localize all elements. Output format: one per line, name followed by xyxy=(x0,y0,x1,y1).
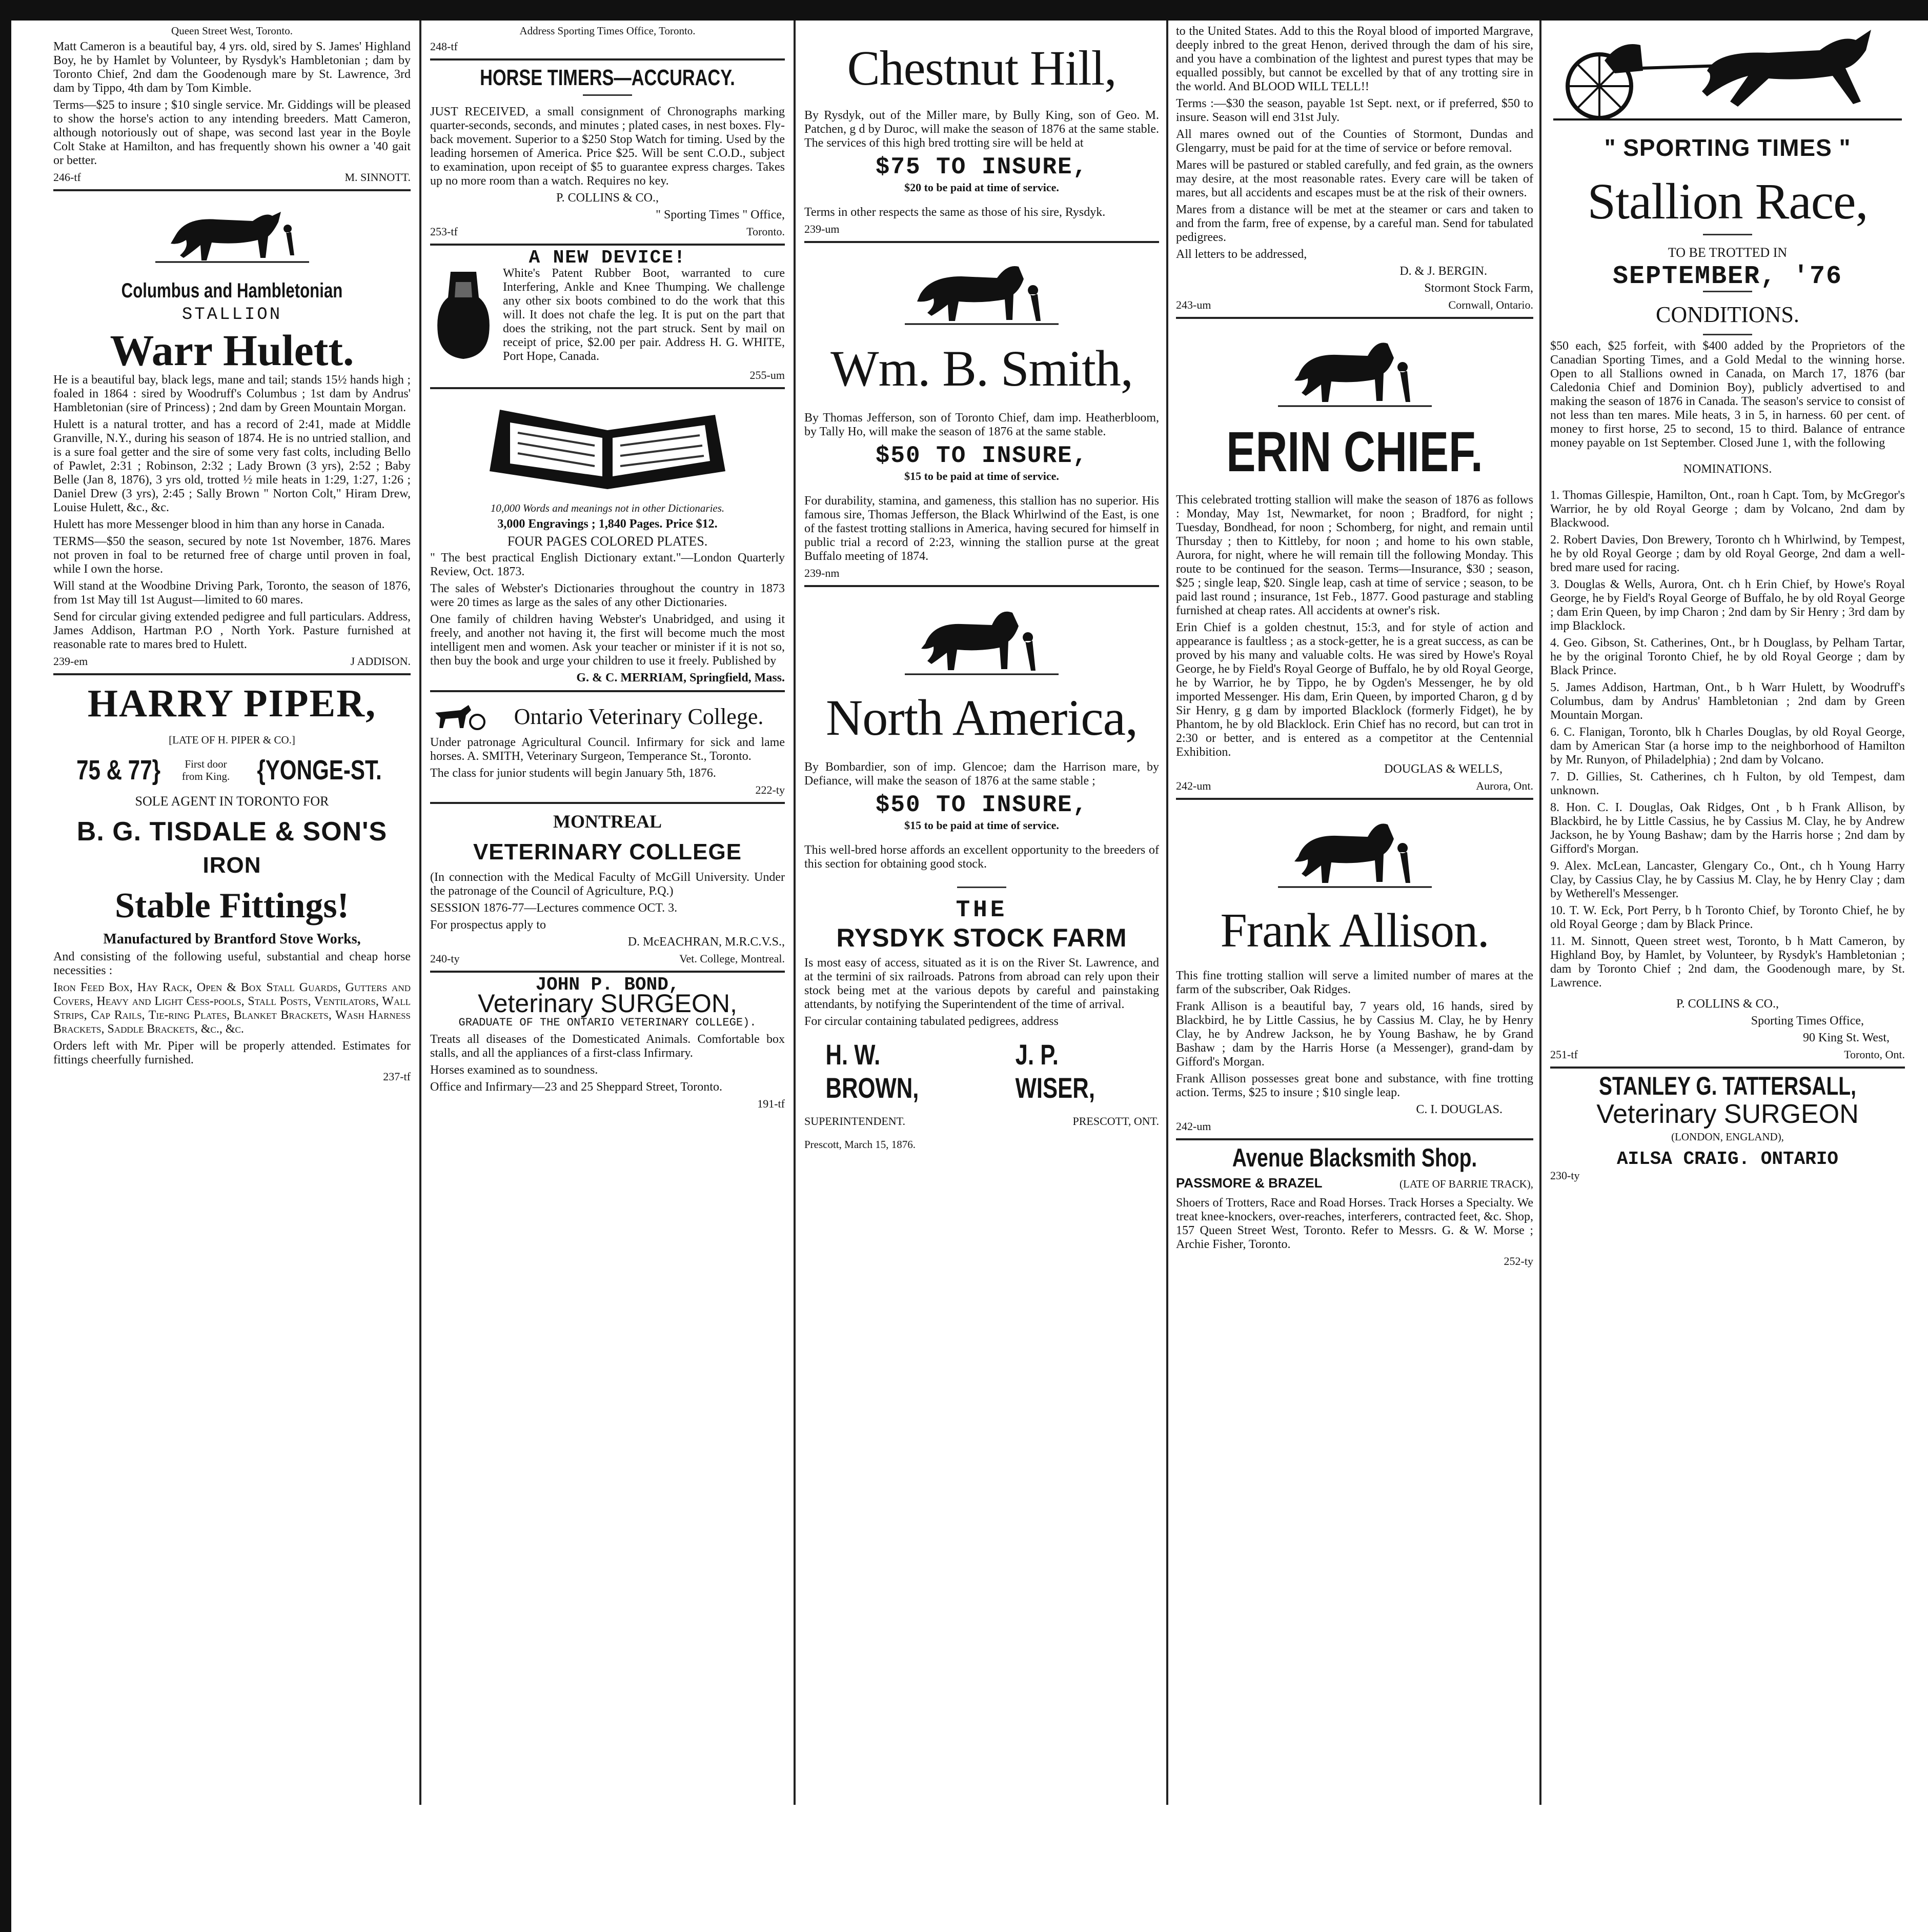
ad-title: HORSE TIMERS—ACCURACY. xyxy=(480,65,735,90)
horse-name: Chestnut Hill, xyxy=(847,41,1117,95)
avenue-blacksmith-ad xyxy=(1176,1145,1533,1268)
ad-subtitle: SOLE AGENT IN TORONTO FOR xyxy=(135,794,329,809)
ad-body: He is a beautiful bay, black legs, mane and tail; stands 15½ hands high ; foaled in 1864 : sired by Woodruff's Columbus ; 1st dam by Andrus' Hambletonian (sire of Princess) ; 2nd dam by Green Mountain Morgan. xyxy=(53,373,411,414)
horse-cart-icon xyxy=(430,697,486,736)
matt-cameron-ad xyxy=(53,25,411,184)
warr-hulett-ad xyxy=(53,196,411,668)
new-device-ad xyxy=(430,247,785,382)
ad-subtitle: Veterinary SURGEON, xyxy=(478,989,737,1018)
ad-body: Terms :—$30 the season, payable 1st Sept. next, or if preferred, $50 to insure. Season will end 31st July. xyxy=(1176,97,1533,124)
ad-body: " The best practical English Dictionary extant."—London Quarterly Review, Oct. 1873. xyxy=(430,551,785,578)
divider xyxy=(430,802,785,804)
divider xyxy=(1703,334,1753,335)
superintendent-name: H. W. BROWN, xyxy=(825,1038,919,1104)
ad-title: Avenue Blacksmith Shop. xyxy=(1232,1143,1477,1172)
ad-body: All mares owned out of the Counties of Stormont, Dundas and Glengarry, must be paid for at the time of service or before removal. xyxy=(1176,128,1533,155)
ad-body: to the United States. Add to this the Royal blood of imported Margrave, deeply inbred to the great Henon, derived through the dam of his sire, and you have a combination of the lightest and purest types that may be equalled possibly, but cannot be excelled by that of any trotting sire in the world. And BLOOD WILL TELL!! xyxy=(1176,25,1533,93)
ad-body: Mares will be pastured or stabled carefully, and fed grain, as the owners may desire, at the most reasonable rates. Every care will be taken of mares, but all accidents and escapes must be at the risk of their owners. xyxy=(1176,158,1533,199)
ad-title: Stable Fittings! xyxy=(115,886,349,925)
divider xyxy=(430,690,785,692)
ad-reference: 248-tf xyxy=(430,40,458,53)
ad-body: For durability, stamina, and gameness, this stallion has no superior. His famous sire, Thomas Jefferson, the Black Whirlwind of the East, is one of the fastest trotting stallions in America, having secured for himself in public trial a record of 2:23, winning the stallion purse at the great Buffalo meeting of 1874. xyxy=(804,494,1159,563)
ad-reference: 239-em xyxy=(53,655,88,668)
firm-name: PASSMORE & BRAZEL xyxy=(1176,1175,1323,1191)
ad-body: For prospectus apply to xyxy=(430,918,546,932)
chestnut-hill-ad xyxy=(804,40,1159,236)
column-rule xyxy=(794,21,796,1805)
ad-reference: 242-um xyxy=(1176,779,1211,792)
ad-body: Iron Feed Box, Hay Rack, Open & Box Stall Guards, Gutters and Covers, Heavy and Light Cess-pools, Stall Posts, Ventilators, Wall Strips, Cap Rails, Tie-ring Plates, Blanket Brackets, Wash Harness Brackets, Saddle Brackets, &c., &c. xyxy=(53,981,411,1036)
horse-woodcut-icon xyxy=(1176,324,1533,416)
divider xyxy=(53,673,411,675)
nomination-item: 7. D. Gillies, St. Catherines, ch h Fulton, by old Tempest, dam unknown. xyxy=(1550,770,1905,797)
ad-body: 10,000 Words and meanings not in other Dictionaries. xyxy=(490,502,725,514)
ad-subtitle: CONDITIONS. xyxy=(1656,302,1799,327)
divider xyxy=(957,887,1007,888)
ad-body: Mares from a distance will be met at the steamer or cars and taken to and from the farm, free of expense, by a careful man. Send for tabulated pedigrees. xyxy=(1176,203,1533,244)
ad-title: MONTREAL xyxy=(553,811,662,832)
ad-signature: Stormont Stock Farm, xyxy=(1424,281,1533,295)
ad-title: Ontario Veterinary College. xyxy=(514,703,764,729)
ad-body: Orders left with Mr. Piper will be properly attended. Estimates for fittings cheerfully furnished. xyxy=(53,1039,411,1066)
ad-body: All letters to be addressed, xyxy=(1176,248,1307,261)
ad-signature: P. COLLINS & CO., xyxy=(556,191,659,205)
ad-body: The sales of Webster's Dictionaries throughout the country in 1873 were 20 times as large as the sales of any other Dictionaries. xyxy=(430,582,785,609)
insure-price: $50 TO INSURE, xyxy=(875,792,1088,818)
divider xyxy=(430,387,785,389)
ad-body: By Thomas Jefferson, son of Toronto Chief, dam imp. Heatherbloom, by Tally Ho, will make the season of 1876 at the same stable. xyxy=(804,411,1159,438)
horse-woodcut-icon xyxy=(53,196,411,273)
ad-signature: M. SINNOTT. xyxy=(344,171,411,184)
ad-reference: 255-um xyxy=(749,369,785,381)
left-margin-bar xyxy=(0,0,11,1932)
insure-price: $75 TO INSURE, xyxy=(875,154,1088,180)
proprietor-name: J. P. WISER, xyxy=(1015,1038,1095,1104)
ad-title: JOHN P. BOND, xyxy=(535,974,680,995)
ad-reference: 191-tf xyxy=(757,1097,785,1110)
horse-name: ERIN CHIEF. xyxy=(1226,420,1483,484)
column-rule xyxy=(419,21,421,1805)
horse-woodcut-icon xyxy=(804,592,1159,685)
nomination-item: 6. C. Flanigan, Toronto, blk h Charles Douglas, by old Royal George, dam by American Star (a horse imp to the neighborhood of Hamilton by Mr. Runyon, of Philadelphia) ; 2nd dam by Volcano. xyxy=(1550,726,1905,767)
ad-body: This fine trotting stallion will serve a limited number of mares at the farm of the subscriber, Oak Ridges. xyxy=(1176,969,1533,996)
ad-city: Cornwall, Ontario. xyxy=(1448,298,1533,311)
advertiser-name: HARRY PIPER, xyxy=(87,682,377,725)
ad-body: Horses examined as to soundness. xyxy=(430,1063,598,1077)
ad-body: One family of children having Webster's Unabridged, and using it freely, and another not having it, the first will become much the most intelligent men and women. Ask your teacher or minister if it is not so, then buy the book and urge your children to use it freely. Published by xyxy=(430,613,785,668)
ad-reference: 239-nm xyxy=(804,567,840,579)
ad-body: Hulett has more Messenger blood in him than any horse in Canada. xyxy=(53,518,385,531)
trotting-sulky-icon xyxy=(1550,25,1905,127)
ad-reference: 252-ty xyxy=(1504,1255,1533,1267)
address-line xyxy=(53,754,411,786)
ad-subtitle: NOMINATIONS. xyxy=(1683,462,1772,476)
ad-signature: D. McEACHRAN, M.R.C.V.S., xyxy=(627,935,785,949)
harry-piper-ad xyxy=(53,680,411,1083)
ad-body: Send for circular giving extended pedigree and full particulars. Address, James Addison, Hartman P.O , North York. Pasture furnished at reasonable rate to mares bred to Hulett. xyxy=(53,610,411,651)
divider xyxy=(1176,798,1533,800)
montreal-veterinary-ad xyxy=(430,809,785,965)
horse-woodcut-icon xyxy=(1176,805,1533,897)
ad-signature: C. I. DOUGLAS. xyxy=(1416,1103,1503,1116)
nomination-item: 11. M. Sinnott, Queen street west, Toronto, b h Matt Cameron, by Highland Boy, by Hamlet, by Volunteer, by Rysdyk's Hambletonian ; dam by Toronto Chief ; 2nd dam, the Goodenough mare, by St. Lawrence. xyxy=(1550,935,1905,990)
divider xyxy=(1176,317,1533,319)
ad-reference: 243-um xyxy=(1176,298,1211,311)
ad-body: 3,000 Engravings ; 1,840 Pages. Price $12. xyxy=(497,517,718,531)
ad-city: PRESCOTT, ONT. xyxy=(1072,1115,1159,1128)
divider xyxy=(1703,234,1753,235)
ad-title: A NEW DEVICE! xyxy=(529,247,686,268)
horse-name: Frank Allison. xyxy=(1220,904,1489,957)
ad-signature: Sporting Times Office, xyxy=(1751,1014,1864,1028)
ad-body: Frank Allison possesses great bone and substance, with fine trotting action. Terms, $25 to insure ; $10 single leap. xyxy=(1176,1072,1533,1099)
nomination-item: 5. James Addison, Hartman, Ont., b h Warr Hulett, by Woodruff's Columbus, dam by Andrus' Hambletonian ; 2nd dam by Green Mountain Morgan. xyxy=(1550,681,1905,722)
ad-title: Columbus and Hambletonian xyxy=(121,279,343,302)
ad-title: Stallion Race, xyxy=(1587,173,1868,230)
ad-signature: 90 King St. West, xyxy=(1803,1031,1890,1044)
ad-city: Vet. College, Montreal. xyxy=(679,952,785,965)
divider xyxy=(1176,1138,1533,1140)
horse-name: Warr Hulett. xyxy=(110,326,354,375)
ad-body: The class for junior students will begin January 5th, 1876. xyxy=(430,767,716,780)
ad-reference: 253-tf xyxy=(430,225,458,238)
ad-reference: 242-um xyxy=(1176,1120,1211,1133)
bergin-ad xyxy=(1176,25,1533,312)
john-bond-ad xyxy=(430,974,785,1111)
north-america-ad xyxy=(804,592,1159,871)
ad-signature: P. COLLINS & CO., xyxy=(1676,997,1779,1011)
divider xyxy=(583,94,633,96)
ad-title: IRON xyxy=(202,853,261,878)
ontario-veterinary-ad xyxy=(430,697,785,797)
wm-b-smith-ad xyxy=(804,248,1159,580)
ad-body: (In connection with the Medical Faculty of McGill University. Under the patronage of the Council of Agriculture, P.Q.) xyxy=(430,871,785,898)
nomination-item: 8. Hon. C. I. Douglas, Oak Ridges, Ont , b h Frank Allison, by Blackbird, he by Little Cassius, he by Cassius M. Clay, he by Andrew Jackson, he by Young Bashaw; dam by the Harris horse ; 2nd dam by Gifford's Morgan. xyxy=(1550,801,1905,856)
ad-body: Under patronage Agricultural Council. Infirmary for sick and lame horses. A. SMITH, Veterinary Surgeon, Temperance St., Toronto. xyxy=(430,736,785,763)
ad-reference: 246-tf xyxy=(53,171,81,184)
ad-body: Will stand at the Woodbine Driving Park, Toronto, the season of 1876, from 1st May till 1st August—limited to 60 mares. xyxy=(53,579,411,607)
ad-body: This well-bred horse affords an excellent opportunity to the breeders of this section for obtaining good stock. xyxy=(804,843,1159,871)
ad-subtitle: THE xyxy=(956,897,1008,923)
ad-signature: DOUGLAS & WELLS, xyxy=(1384,762,1503,776)
horse-timers-ad xyxy=(430,66,785,238)
frank-allison-ad xyxy=(1176,805,1533,1133)
erin-chief-ad xyxy=(1176,324,1533,793)
ad-body: Frank Allison is a beautiful bay, 7 years old, 16 hands, sired by Blackbird, he by Little Cassius, he by Cassius M. Clay, he by Henry Clay, he by Andrew Jackson, he by Young Bashaw, he by Grand Bashaw ; dam by the Harris Horse (a Messenger), grand-dam by Gifford's Morgan. xyxy=(1176,1000,1533,1069)
ad-signature: D. & J. BERGIN. xyxy=(1399,265,1487,278)
ad-body: Office and Infirmary—23 and 25 Sheppard Street, Toronto. xyxy=(430,1080,722,1094)
ad-body: Shoers of Trotters, Race and Road Horses. Track Horses a Specialty. We treat knee-knockers, over-reaches, interferers, contracted feet, &c. Shop, 157 Queen Street West, Toronto. Refer to Messrs. G. & W. Morse ; Archie Fisher, Toronto. xyxy=(1176,1196,1533,1251)
payment-note: $15 to be paid at time of service. xyxy=(904,819,1059,832)
divider xyxy=(430,244,785,246)
ad-body: This celebrated trotting stallion will make the season of 1876 as follows : Monday, May 1st, Newmarket, for noon ; Bradford, for night ; Tuesday, Bondhead, for noon ; Schomberg, for night, and remain until Thursday ; then to Kittleby, for noon ; and home to his own stable, Aurora, for night, where he will remain till the following Monday. This route to be continued for the season. Terms—Insurance, $30 ; season, $25 ; single leap, $20. Single leap, cash at time of service ; season, to be paid last round ; insurance, 1st Feb., 1877. Good pasturage and stabling furnished at cheap rates. All accidents at owner's risk. xyxy=(1176,493,1533,617)
nomination-item: 2. Robert Davies, Don Brewery, Toronto ch h Whirlwind, by Tempest, he by old Royal George ; dam by old Royal George, 2nd dam a well-bred mare used for racing. xyxy=(1550,533,1905,574)
ad-subtitle: TO BE TROTTED IN xyxy=(1668,245,1788,260)
ad-body: Treats all diseases of the Domesticated Animals. Comfortable box stalls, and all the appliances of a first-class Infirmary. xyxy=(430,1033,785,1060)
divider xyxy=(430,971,785,973)
ad-signature: G. & C. MERRIAM, Springfield, Mass. xyxy=(576,671,785,685)
divider xyxy=(53,189,411,191)
ad-reference: 239-um xyxy=(804,223,840,235)
nomination-item: 9. Alex. McLean, Lancaster, Glengary Co., Ont., ch h Young Harry Clay, by Cassius Clay, he by Cassius M. Clay, he by Henry Clay ; dam by Wetherell's Messenger. xyxy=(1550,859,1905,900)
ad-body: Terms in other respects the same as those of his sire, Rysdyk. xyxy=(804,206,1106,219)
ad-subtitle: (LONDON, ENGLAND), xyxy=(1671,1131,1784,1143)
ad-title: RYSDYK STOCK FARM xyxy=(836,923,1127,952)
door-note: First door from King. xyxy=(181,758,230,782)
horse-name: Wm. B. Smith, xyxy=(830,340,1133,397)
ad-body: $50 each, $25 forfeit, with $400 added by the Proprietors of the Canadian Sporting Times, and a Gold Medal to the winning horse. Open to all Stallions owned in Canada, on March 17, 1876 (bar Caledonia Chief and Dominion Boy), publicly advertised to and making the season of 1876 in Canada. The season's service to consist of not less than ten mares. Mile heats, 3 in 5, in harness. 60 per cent. of money to first horse, 25 to second, 15 to third. Balance of entrance money payable on 1st September. Closed June 1, with the following xyxy=(1550,339,1905,450)
ad-subtitle: FOUR PAGES COLORED PLATES. xyxy=(507,534,708,549)
ad-heading: Queen Street West, Toronto. xyxy=(171,25,293,37)
ad-body: Erin Chief is a golden chestnut, 15:3, and for style of action and appearance is faultless ; as a stock-getter, he is a great success, as can be proved by his many and valuable colts. He was sired by Howe's Royal George, he by Field's Royal George of Buffalo, he by old Royal George, he by Warrior, he by Tippo, he by Ogden's Messenger, he by old imported Messenger. His dam, Erin Queen, by imported Charon, g d by Sir Henry, g g dam by imported Blacklock (formerly Fidget), he by Phantom, he by old Blacklock. Erin Chief has no record, but can trot in 2:30 or better, and is entered as a competitor at the Centennial Exhibition. xyxy=(1176,621,1533,759)
stallion-race-ad xyxy=(1550,25,1905,1061)
ad-body: And consisting of the following useful, substantial and cheap horse necessities : xyxy=(53,950,411,977)
ad-role: SUPERINTENDENT. xyxy=(804,1115,905,1128)
ad-date: Prescott, March 15, 1876. xyxy=(804,1138,916,1151)
ad-body: Hulett is a natural trotter, and has a record of 2:41, made at Middle Granville, N.Y., during his season of 1874. He is no untried stallion, and is a sure foal getter and the sire of some very fast colts, including Bello of Pawlet, 2:31 ; Robinson, 2:32 ; Lady Brown (3 yrs), 2:52 ; Baby Belle (Jan 8, 1876), 3 yrs old, trotted ½ mile heats in 1:29, 1:27, 1:26 ; Daniel Drew (3 yrs), 2:45 ; Sally Brown " Norton Colt," Hiram Drew, Louise Hulett, &c., &c. xyxy=(53,418,411,514)
ad-body: JUST RECEIVED, a small consignment of Chronographs marking quarter-seconds, seconds, and minutes ; plated cases, in nest boxes. Fly-back movement. Superior to a $250 Stop Watch for timing. Used by the leading horsemen of America. Price $25. Will be sent C.O.D., subject to examination, upon receipt of $5 to guarantee express charges. Takes up no more room than a watch. Requires no key. xyxy=(430,105,785,188)
ad-city: Toronto, Ont. xyxy=(1844,1048,1905,1061)
ad-body: Is most easy of access, situated as it is on the River St. Lawrence, and at the termini of six railroads. Patrons from abroad can rely upon their stock being met at the various depots by careful and painstaking attendants, by notifying the Superintendent of the time of arrival. xyxy=(804,956,1159,1011)
rubber-boot-icon xyxy=(430,267,497,367)
ad-city: Aurora, Ont. xyxy=(1476,779,1533,792)
ad-body: By Bombardier, son of imp. Glencoe; dam the Harrison mare, by Defiance, will make the season of 1876 at the same stable ; xyxy=(804,760,1159,788)
ad-subtitle: Manufactured by Brantford Stove Works, xyxy=(103,931,361,947)
column-4 xyxy=(1169,25,1540,1819)
street-number: 75 & 77} xyxy=(76,755,161,786)
ad-reference: 240-ty xyxy=(430,952,460,965)
ad-subtitle: GRADUATE OF THE ONTARIO VETERINARY COLLEGE). xyxy=(458,1016,757,1029)
ad-body: SESSION 1876-77—Lectures commence OCT. 3. xyxy=(430,901,678,915)
tattersall-ad xyxy=(1550,1074,1905,1182)
street-name: {YONGE-ST. xyxy=(256,755,382,786)
ad-title: VETERINARY COLLEGE xyxy=(473,839,742,864)
ad-body: TERMS—$50 the season, secured by note 1st November, 1876. Mares not proven in foal to be returned free of charge until proven in foal, while I own the horse. xyxy=(53,535,411,576)
ad-subtitle: Veterinary SURGEON xyxy=(1596,1099,1859,1129)
ad-subtitle: " SPORTING TIMES " xyxy=(1604,134,1851,161)
divider xyxy=(430,58,785,61)
ad-reference: 230-ty xyxy=(1550,1169,1580,1182)
divider xyxy=(804,585,1159,587)
ad-signature: J ADDISON. xyxy=(350,655,411,668)
top-margin-bar xyxy=(0,0,1928,21)
insure-price: $50 TO INSURE, xyxy=(875,442,1088,469)
column-5 xyxy=(1543,25,1912,1819)
dictionary-book-icon xyxy=(430,394,785,497)
horse-woodcut-icon xyxy=(804,248,1159,335)
divider xyxy=(1550,1066,1905,1069)
ad-body: White's Patent Rubber Boot, warranted to cure Interfering, Ankle and Knee Thumping. We challenge any other six boots combined to do the work that this will. It does not chafe the leg. It is put on the part that does the striking, not the part struck. Sent by mail on receipt of price, $2.00 per pair. Address H. G. WHITE, Port Hope, Canada. xyxy=(503,267,785,363)
ad-body: By Rysdyk, out of the Miller mare, by Bully King, son of Geo. M. Patchen, g d by Duroc, will make the season of 1876 at the same stable. The services of this high bred trotting sire will be held at xyxy=(804,109,1159,150)
race-month: SEPTEMBER, '76 xyxy=(1612,262,1843,291)
column-2 xyxy=(423,25,792,1819)
rysdyk-stock-farm-ad xyxy=(804,897,1159,1151)
payment-note: $20 to be paid at time of service. xyxy=(904,181,1059,194)
nomination-item: 1. Thomas Gillespie, Hamilton, Ont., roan h Capt. Tom, by McGregor's Warrior, he by old Royal George ; dam by Volcano, 2nd dam by Blackwood. xyxy=(1550,489,1905,530)
ad-city: AILSA CRAIG. ONTARIO xyxy=(1616,1149,1839,1170)
nomination-item: 10. T. W. Eck, Port Perry, b h Toronto Chief, by Toronto Chief, he by old Royal George ; dam by Black Prince. xyxy=(1550,904,1905,931)
ad-reference: 237-tf xyxy=(383,1070,411,1083)
ad-subtitle: [LATE OF H. PIPER & CO.] xyxy=(169,734,295,746)
webster-dictionary-ad xyxy=(430,394,785,685)
ad-body: For circular containing tabulated pedigrees, address xyxy=(804,1015,1059,1028)
divider xyxy=(804,241,1159,243)
ad-reference: 222-ty xyxy=(755,783,785,796)
nomination-item: 4. Geo. Gibson, St. Catherines, Ont., br h Douglass, by Pelham Tartar, he by the original Toronto Chief, he by old Royal George ; dam by Black Prince. xyxy=(1550,636,1905,677)
nomination-item: 3. Douglas & Wells, Aurora, Ont. ch h Erin Chief, by Howe's Royal George, he by Field's Royal George of Buffalo, he by old Royal George ; dam Erin Queen, by imp Charon ; 2nd dam by Sir Henry ; 3rd dam by imp Blacklock. xyxy=(1550,578,1905,633)
ad-body: Terms—$25 to insure ; $10 single service. Mr. Giddings will be pleased to show the horse's action to any intending breeders. Matt Cameron, although notoriously out of shape, was second last year in the Boyle Colt Stake at Hamilton, and has frequently shown his owner a '40 gait or better. xyxy=(53,98,411,167)
ad-body: Matt Cameron is a beautiful bay, 4 yrs. old, sired by S. James' Highland Boy, he by Hamlet by Volunteer, by Rysdyk's Hambletonian ; dam by Toronto Chief, 2nd dam the Goodenough mare by St. Lawrence, 3rd dam by Tippo, 4th dam by Tom Kimble. xyxy=(53,40,411,95)
column-1 xyxy=(46,25,418,1819)
ad-subtitle: STALLION xyxy=(181,305,282,325)
column-rule xyxy=(1166,21,1168,1805)
ad-title: B. G. TISDALE & SON'S xyxy=(76,817,388,847)
horse-name: North America, xyxy=(825,689,1138,746)
column-3 xyxy=(797,25,1166,1819)
ad-reference: 251-tf xyxy=(1550,1048,1578,1061)
ad-city: Toronto. xyxy=(746,225,785,238)
advertiser-name: STANLEY G. TATTERSALL, xyxy=(1599,1072,1856,1100)
payment-note: $15 to be paid at time of service. xyxy=(904,470,1059,482)
ad-signature: " Sporting Times " Office, xyxy=(656,208,785,222)
ad-body: Address Sporting Times Office, Toronto. xyxy=(519,25,696,37)
firm-note: (LATE OF BARRIE TRACK), xyxy=(1399,1178,1533,1190)
